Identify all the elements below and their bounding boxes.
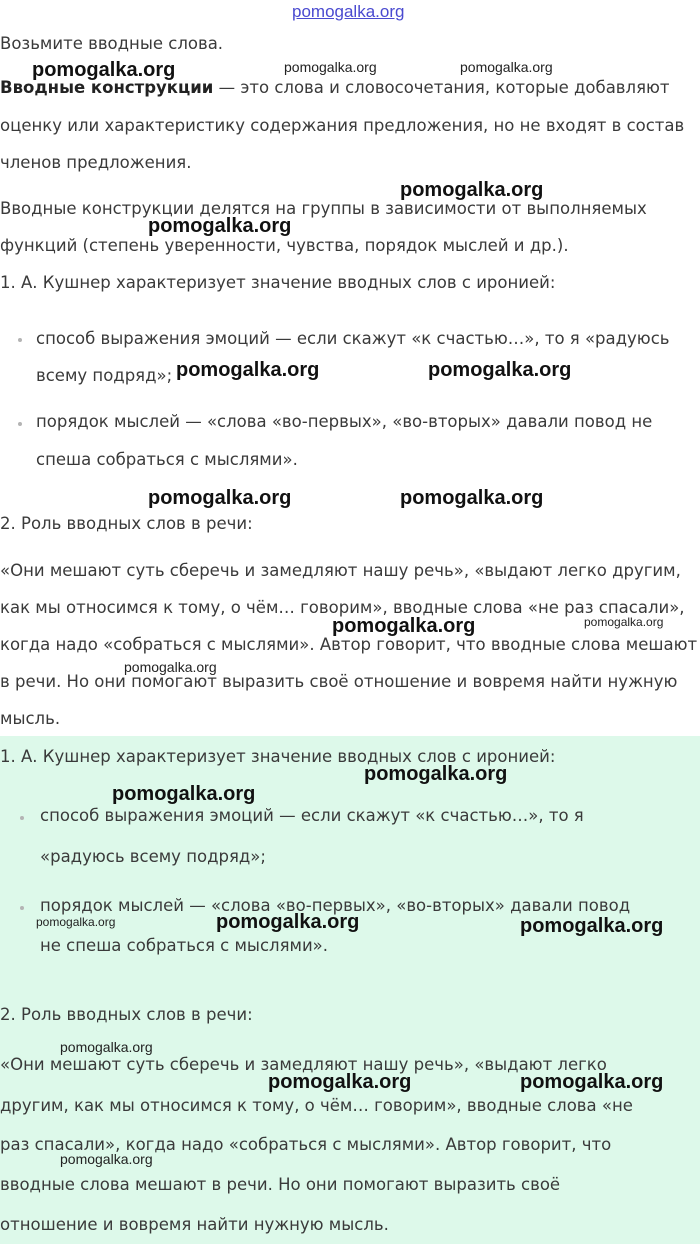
bullet-dot	[20, 816, 24, 820]
definition-rest: — это слова и словосочетания, которые добавляют	[213, 78, 670, 97]
definition-line-2: оценку или характеристику содержания предложения, но не входят в состав	[0, 116, 685, 135]
answer-heading: 1. А. Кушнер характеризует значение вводных слов с иронией:	[0, 747, 556, 766]
answer-bullet-1-line-1: способ выражения эмоций — если скажут «к счастью…», то я	[40, 806, 584, 825]
watermark: pomogalka.org	[124, 659, 217, 675]
task-text: Возьмите вводные слова.	[0, 34, 224, 53]
bullet-1-line-1: способ выражения эмоций — если скажут «к счастью…», то я «радуюсь	[36, 329, 670, 348]
watermark: pomogalka.org	[332, 615, 476, 637]
bullet-dot	[20, 906, 24, 910]
answer-line-3: раз спасали», когда надо «собраться с мыслями». Автор говорит, что	[0, 1135, 612, 1154]
watermark: pomogalka.org	[400, 179, 544, 201]
watermark: pomogalka.org	[460, 59, 553, 75]
answer-bullet-2-line-1: порядок мыслей — «слова «во-первых», «во-вторых» давали повод	[40, 896, 631, 915]
watermark: pomogalka.org	[268, 1071, 412, 1093]
section2-line-1: «Они мешают суть сберечь и замедляют нашу речь», «выдают легко другим,	[0, 561, 681, 580]
bullet-dot	[18, 422, 22, 426]
answer-heading-2: 2. Роль вводных слов в речи:	[0, 1005, 253, 1024]
watermark: pomogalka.org	[428, 359, 572, 381]
watermark: pomogalka.org	[364, 763, 508, 785]
watermark: pomogalka.org	[284, 59, 377, 75]
definition-line-3: членов предложения.	[0, 153, 192, 172]
watermark: pomogalka.org	[216, 911, 360, 933]
answer-bullet-1-line-2: «радуюсь всему подряд»;	[40, 847, 266, 866]
watermark: pomogalka.org	[520, 915, 664, 937]
answer-line-2: другим, как мы относимся к тому, о чём… говорим», вводные слова «не	[0, 1096, 633, 1115]
bullet-1-line-2: всему подряд»;	[36, 366, 173, 385]
watermark: pomogalka.org	[400, 487, 544, 509]
watermark: pomogalka.org	[584, 615, 664, 629]
site-link[interactable]: pomogalka.org	[292, 2, 405, 21]
watermark: pomogalka.org	[32, 59, 176, 81]
groups-line-1: Вводные конструкции делятся на группы в зависимости от выполняемых	[0, 199, 647, 218]
definition-term: Вводные конструкции	[0, 78, 214, 97]
watermark: pomogalka.org	[112, 783, 256, 805]
watermark: pomogalka.org	[176, 359, 320, 381]
bullet-dot	[18, 338, 22, 342]
watermark: pomogalka.org	[60, 1151, 153, 1167]
watermark: pomogalka.org	[36, 915, 116, 929]
answer-line-4: вводные слова мешают в речи. Но они помогают выразить своё	[0, 1175, 561, 1194]
section2-line-3: когда надо «собраться с мыслями». Автор говорит, что вводные слова мешают	[0, 635, 698, 654]
answer-line-1: «Они мешают суть сберечь и замедляют нашу речь», «выдают легко	[0, 1055, 607, 1074]
answer-bullet-2-line-2: не спеша собраться с мыслями».	[40, 936, 329, 955]
watermark: pomogalka.org	[520, 1071, 664, 1093]
section2-line-2: как мы относимся к тому, о чём… говорим», вводные слова «не раз спасали»,	[0, 598, 685, 617]
watermark: pomogalka.org	[148, 215, 292, 237]
watermark: pomogalka.org	[148, 487, 292, 509]
section2-line-4: в речи. Но они помогают выразить своё отношение и вовремя найти нужную	[0, 672, 678, 691]
answer-line-5: отношение и вовремя найти нужную мысль.	[0, 1215, 389, 1234]
section2-heading: 2. Роль вводных слов в речи:	[0, 514, 253, 533]
section1-heading: 1. А. Кушнер характеризует значение вводных слов с иронией:	[0, 273, 556, 292]
watermark: pomogalka.org	[60, 1039, 153, 1055]
bullet-2-line-1: порядок мыслей — «слова «во-первых», «во-вторых» давали повод не	[36, 412, 653, 431]
groups-line-2: функций (степень уверенности, чувства, порядок мыслей и др.).	[0, 236, 569, 255]
bullet-2-line-2: спеша собраться с мыслями».	[36, 450, 298, 469]
section2-line-5: мысль.	[0, 709, 61, 728]
